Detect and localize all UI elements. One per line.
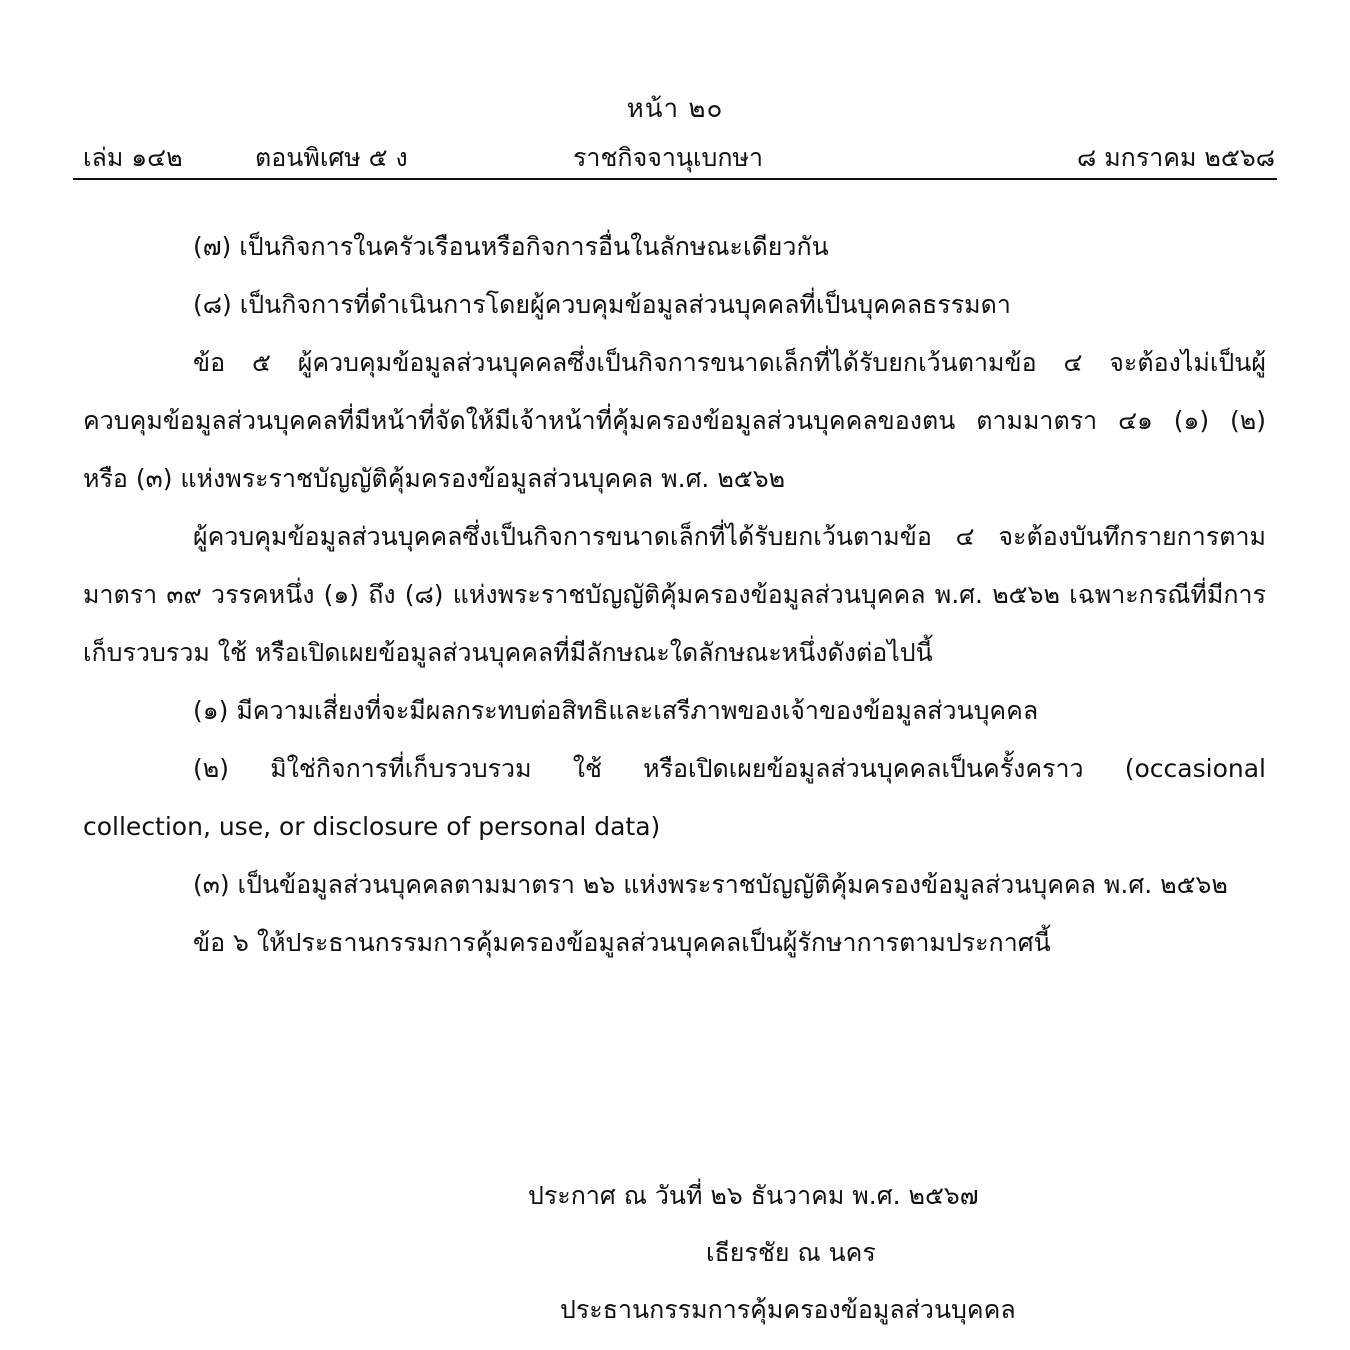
clause-item-8: (๘) เป็นกิจการที่ดำเนินการโดยผู้ควบคุมข้อมูลส่วนบุคคลที่เป็นบุคคลธรรมดา [193, 290, 1011, 319]
clause-item-7: (๗) เป็นกิจการในครัวเรือนหรือกิจการอื่นในลักษณะเดียวกัน [193, 232, 829, 261]
publication-name: ราชกิจจานุเบกษา [573, 143, 764, 172]
document-body [83, 218, 1266, 972]
condition-item-3: (๓) เป็นข้อมูลส่วนบุคคลตามมาตรา ๒๖ แห่งพระราชบัญญัติคุ้มครองข้อมูลส่วนบุคคล พ.ศ. ๒๕๖๒ [193, 870, 1228, 899]
publication-date: ๘ มกราคม ๒๕๖๘ [1076, 143, 1275, 172]
signatory-name: เธียรชัย ณ นคร [706, 1238, 876, 1267]
article-5-paragraph-2: ผู้ควบคุมข้อมูลส่วนบุคคลซึ่งเป็นกิจการขนาดเล็กที่ได้รับยกเว้นตามข้อ ๔ จะต้องบันทึกรายการตามมาตรา ๓๙ วรรคหนึ่ง (๑) ถึง (๘) แห่งพระราชบัญญัติคุ้มครองข้อมูลส่วนบุคคล พ.ศ. ๒๕๖๒ เฉพาะกรณีที่มีการเก็บรวบรวม ใช้ หรือเปิดเผยข้อมูลส่วนบุคคลที่มีลักษณะใดลักษณะหนึ่งดังต่อไปนี้ [83, 522, 1266, 667]
announcement-date: ประกาศ ณ วันที่ ๒๖ ธันวาคม พ.ศ. ๒๕๖๗ [528, 1181, 979, 1210]
header-divider [73, 178, 1277, 180]
article-6: ข้อ ๖ ให้ประธานกรรมการคุ้มครองข้อมูลส่วนบุคคลเป็นผู้รักษาการตามประกาศนี้ [193, 928, 1051, 957]
condition-item-1: (๑) มีความเสี่ยงที่จะมีผลกระทบต่อสิทธิและเสรีภาพของเจ้าของข้อมูลส่วนบุคคล [193, 696, 1039, 725]
gazette-header [83, 138, 1275, 174]
condition-item-2: (๒) มิใช่กิจการที่เก็บรวบรวม ใช้ หรือเปิดเผยข้อมูลส่วนบุคคลเป็นครั้งคราว (occasional collection, use, or disclosure of personal data) [83, 754, 1266, 841]
volume-number: เล่ม ๑๔๒ [83, 143, 183, 172]
issue-part: ตอนพิเศษ ๕ ง [255, 143, 408, 172]
signatory-title: ประธานกรรมการคุ้มครองข้อมูลส่วนบุคคล [560, 1295, 1016, 1324]
page-number: หน้า ๒๐ [626, 94, 724, 124]
article-5: ข้อ ๕ ผู้ควบคุมข้อมูลส่วนบุคคลซึ่งเป็นกิจการขนาดเล็กที่ได้รับยกเว้นตามข้อ ๔ จะต้องไม่เป็นผู้ควบคุมข้อมูลส่วนบุคคลที่มีหน้าที่จัดให้มีเจ้าหน้าที่คุ้มครองข้อมูลส่วนบุคคลของตน ตามมาตรา ๔๑ (๑) (๒) หรือ (๓) แห่งพระราชบัญญัติคุ้มครองข้อมูลส่วนบุคคล พ.ศ. ๒๕๖๒ [83, 348, 1266, 493]
